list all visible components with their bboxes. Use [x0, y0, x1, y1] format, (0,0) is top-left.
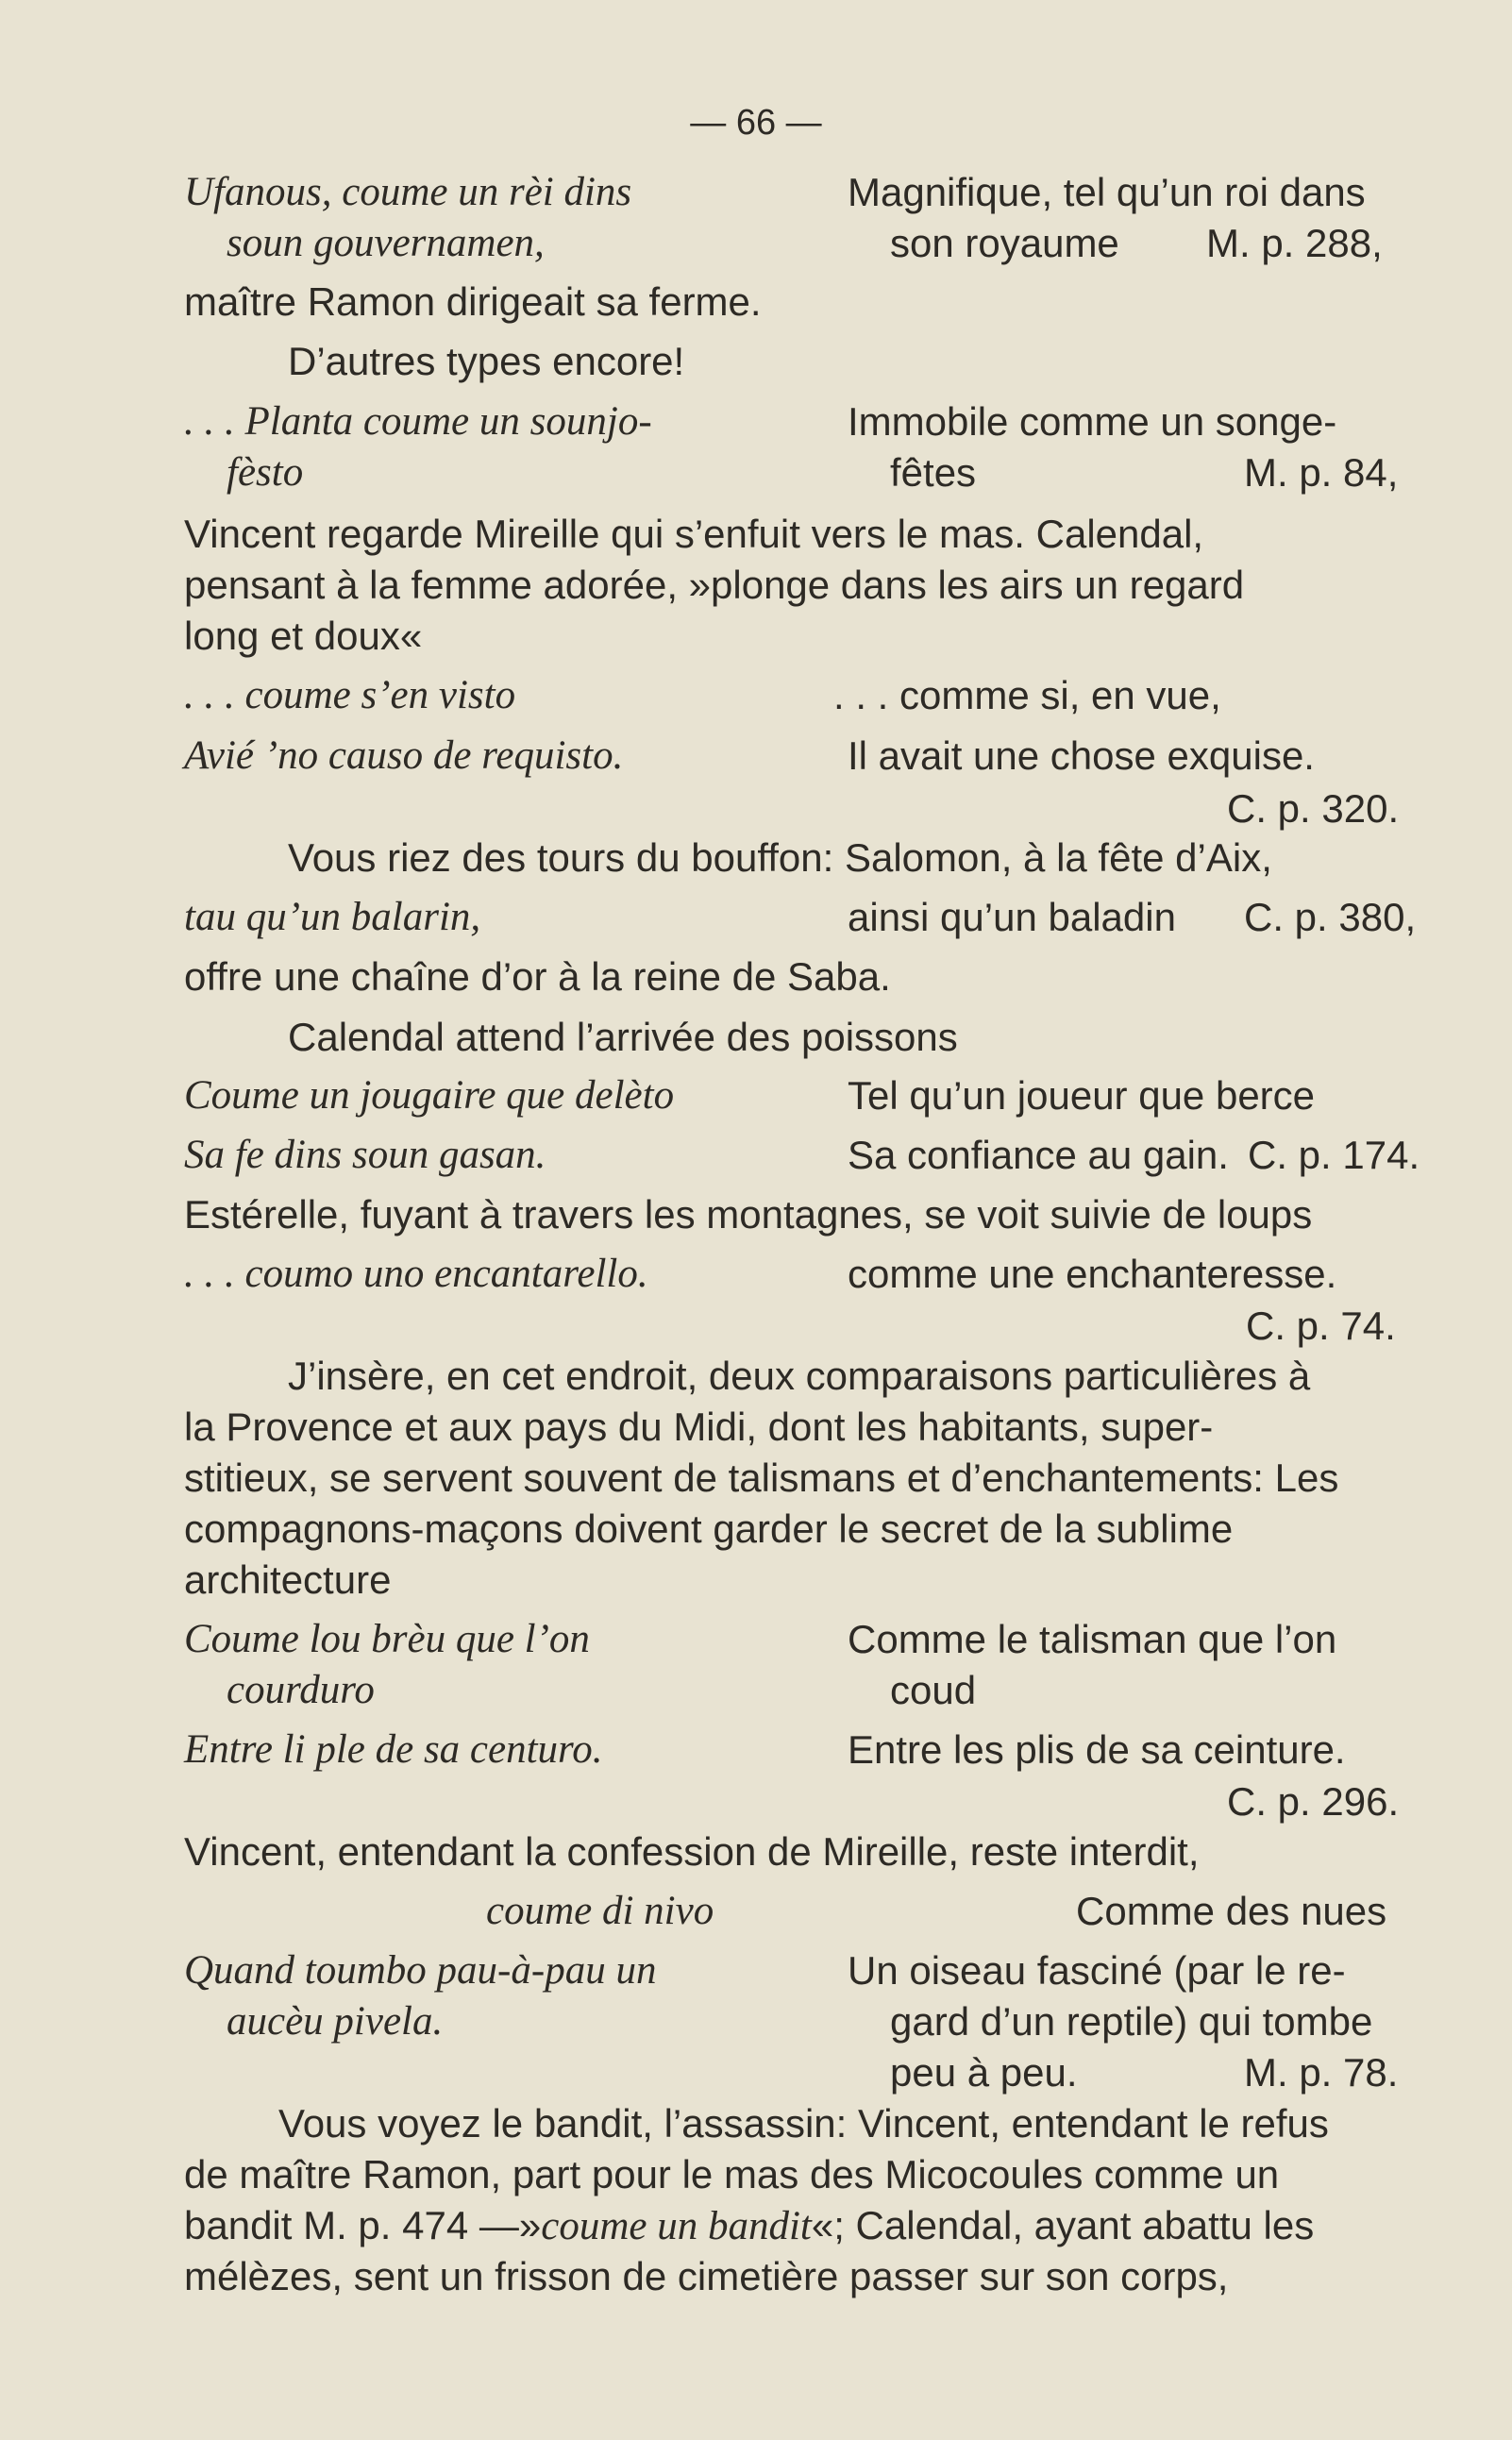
page-reference: M. p. 84,	[1244, 450, 1399, 495]
prose-line: D’autres types encore!	[288, 339, 685, 383]
french-translation-line: Sa confiance au gain.	[848, 1133, 1229, 1177]
french-translation-line: coud	[890, 1668, 977, 1712]
french-translation-line: ainsi qu’un baladin	[848, 895, 1176, 939]
provencal-verse-line	[184, 167, 745, 218]
page-reference: M. p. 78.	[1244, 2050, 1399, 2095]
prose-line: maître Ramon dirigeait sa ferme.	[184, 279, 762, 324]
french-translation-line: Immobile comme un songe-	[848, 399, 1337, 444]
french-translation-line: son royaume	[890, 221, 1119, 265]
verse-text: Ufanous, coume un rèi dins	[184, 170, 632, 214]
french-translation-line: comme une enchanteresse.	[848, 1252, 1337, 1296]
page-number: — 66 —	[690, 103, 822, 143]
french-translation-line: Comme des nues	[1076, 1889, 1387, 1933]
page-reference: C. p. 296.	[1227, 1779, 1400, 1824]
prose-line: la Provence et aux pays du Midi, dont les habitants, super-	[184, 1405, 1214, 1449]
prose-line: Calendal attend l’arrivée des poissons	[288, 1015, 958, 1059]
french-translation-line: Entre les plis de sa ceinture.	[848, 1727, 1346, 1772]
provencal-verse-line: coume di nivo	[486, 1889, 714, 1933]
provencal-verse-line: courduro	[227, 1668, 375, 1712]
prose-line: de maître Ramon, part pour le mas des Micocoules comme un	[184, 2152, 1280, 2196]
prose-line: Vincent regarde Mireille qui s’enfuit vers le mas. Calendal,	[184, 512, 1204, 556]
provencal-quote: coume un bandit	[541, 2204, 812, 2248]
prose-line: architecture	[184, 1557, 392, 1602]
provencal-verse-line: Avié ’no causo de requisto.	[184, 733, 624, 778]
provencal-verse-line: . . . coume s’en visto	[184, 673, 516, 717]
french-translation-line: Comme le talisman que l’on	[848, 1617, 1337, 1661]
french-translation-line: fêtes	[890, 450, 977, 495]
provencal-verse-line: aucèu pivela.	[227, 1999, 444, 2044]
provencal-verse-line: Quand toumbo pau-à-pau un	[184, 1948, 657, 1993]
provencal-verse-line: tau qu’un balarin,	[184, 895, 481, 939]
french-translation-line: . . . comme si, en vue,	[833, 673, 1221, 717]
prose-line: J’insère, en cet endroit, deux comparaisons particulières à	[288, 1354, 1311, 1398]
prose-line: Vous voyez le bandit, l’assassin: Vincent, entendant le refus	[278, 2101, 1329, 2146]
prose-line: pensant à la femme adorée, »plonge dans les airs un regard	[184, 563, 1245, 607]
provencal-verse-line: Sa fe dins soun gasan.	[184, 1133, 546, 1177]
prose-line: compagnons-maçons doivent garder le secret de la sublime	[184, 1506, 1234, 1551]
provencal-verse-line: Coume un jougaire que delèto	[184, 1073, 675, 1118]
prose-line: Vous riez des tours du bouffon: Salomon, à la fête d’Aix,	[288, 835, 1272, 880]
prose-line: mélèzes, sent un frisson de cimetière passer sur son corps,	[184, 2254, 1229, 2298]
provencal-verse-line: fèsto	[227, 450, 304, 495]
prose-line: Vincent, entendant la confession de Mireille, reste interdit,	[184, 1829, 1200, 1874]
prose-line: stitieux, se servent souvent de talismans et d’enchantements: Les	[184, 1456, 1339, 1500]
page-reference: C. p. 74.	[1246, 1304, 1396, 1348]
provencal-verse-line: soun gouvernamen,	[227, 221, 545, 265]
french-translation-line: Un oiseau fasciné (par le re-	[848, 1948, 1346, 1993]
french-translation-line: Il avait une chose exquise.	[848, 733, 1315, 778]
prose-segment: «; Calendal, ayant abattu les	[811, 2203, 1315, 2247]
prose-segment: bandit M. p. 474 —»	[184, 2203, 542, 2247]
french-translation-line: peu à peu.	[890, 2050, 1078, 2095]
provencal-verse-line: Coume lou brèu que l’on	[184, 1617, 590, 1661]
provencal-verse-line: . . . Planta coume un sounjo-	[184, 399, 652, 444]
provencal-verse-line: Entre li ple de sa centuro.	[184, 1727, 603, 1772]
prose-line: long et doux«	[184, 614, 423, 658]
french-translation-line: Tel qu’un joueur que berce	[848, 1073, 1316, 1118]
page-reference: M. p. 288,	[1206, 221, 1383, 265]
page-reference: C. p. 320.	[1227, 786, 1400, 831]
french-translation-line: gard d’un reptile) qui tombe	[890, 1999, 1373, 2044]
translation-text: Magnifique, tel qu’un roi dans	[848, 170, 1366, 214]
prose-line: Estérelle, fuyant à travers les montagnes, se voit suivie de loups	[184, 1192, 1313, 1237]
french-translation-line	[848, 167, 1408, 218]
prose-line: offre une chaîne d’or à la reine de Saba.	[184, 954, 891, 999]
prose-line	[184, 2200, 1314, 2252]
page-reference: C. p. 380,	[1244, 895, 1417, 939]
page-reference: C. p. 174.	[1248, 1133, 1420, 1177]
provencal-verse-line: . . . coumo uno encantarello.	[184, 1252, 648, 1296]
